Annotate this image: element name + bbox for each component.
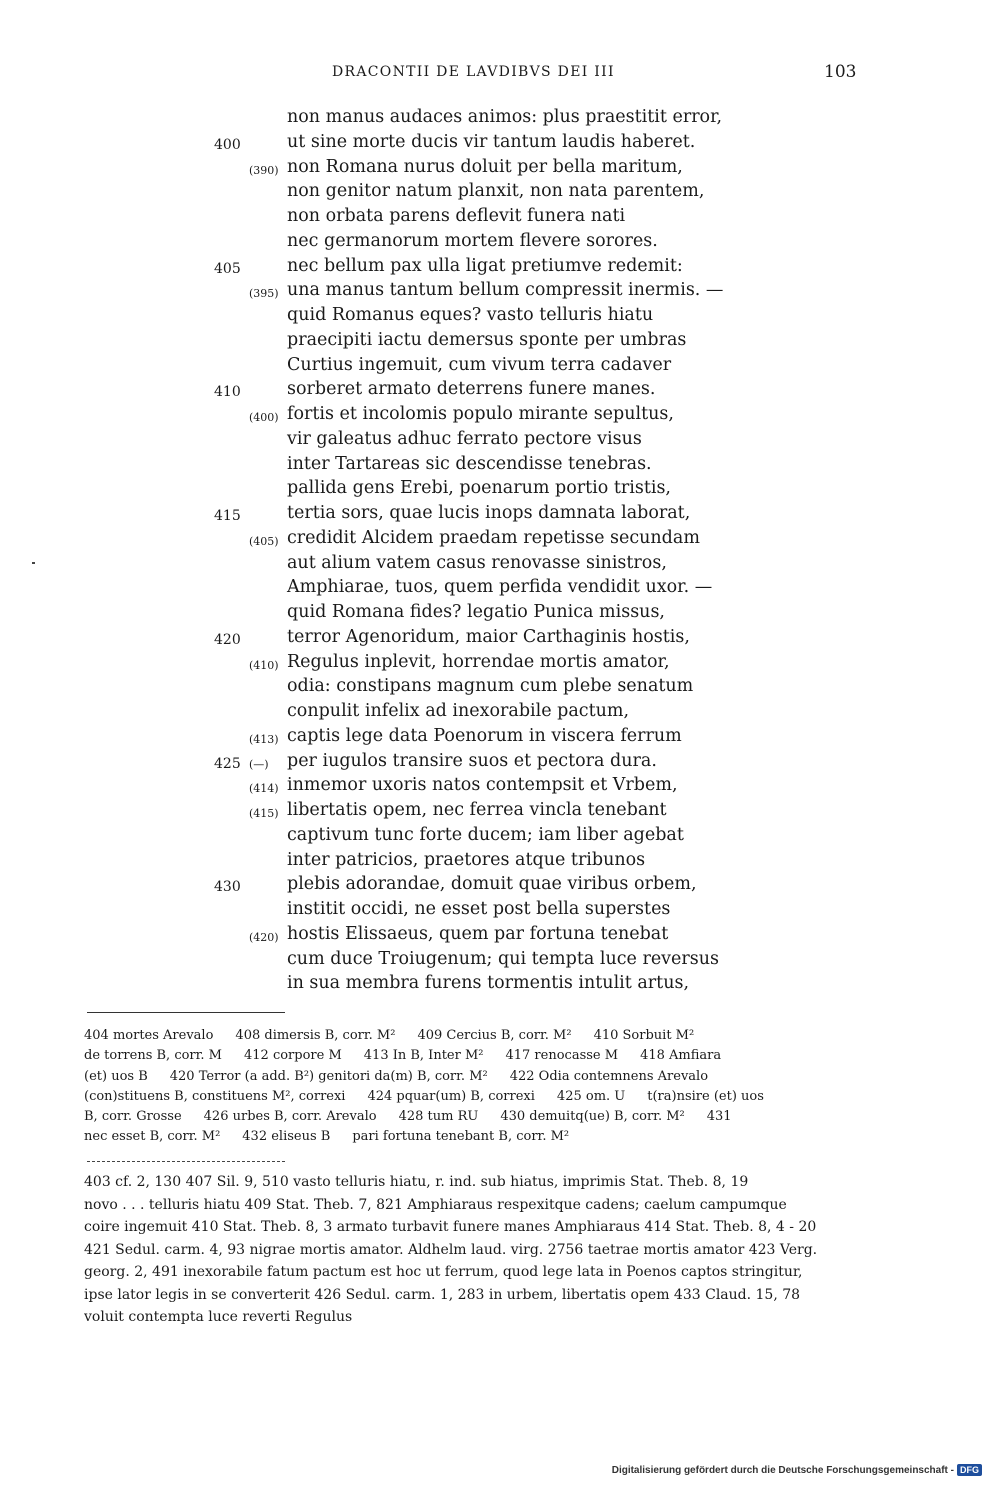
line-number: 425 (214, 755, 241, 772)
verse-line (0, 652, 1000, 677)
verse-text-line: inmemor uxoris natos contempsit et Vrbem, (287, 775, 678, 796)
margin-mark (32, 562, 35, 564)
verse-line (0, 404, 1000, 429)
apparatus-entry: 404 mortes Arevalo (84, 1028, 214, 1043)
testimonia-line: coire ingemuit 410 Stat. Theb. 8, 3 armato turbavit funere manes Amphiaraus 414 Stat. Theb. 8, 4 - 20 (84, 1219, 817, 1235)
verse-line (0, 627, 1000, 652)
testimonia-line: 403 cf. 2, 130 407 Sil. 9, 510 vasto telluris hiatu, r. ind. sub hiatus, imprimis Stat. Theb. 8, 19 (84, 1174, 749, 1190)
verse-text-line: captis lege data Poenorum in viscera ferrum (287, 725, 682, 746)
testimonia-line: novo . . . telluris hiatu 409 Stat. Theb. 7, 821 Amphiaraus respexitque cadens; caelum campumque (84, 1196, 787, 1213)
old-line-number: (400) (249, 411, 279, 424)
verse-line (0, 355, 1000, 380)
verse-line (0, 800, 1000, 825)
verse-line (0, 676, 1000, 701)
apparatus-rule (87, 1012, 285, 1013)
apparatus-row (84, 1089, 880, 1109)
old-line-number: (—) (249, 757, 269, 771)
verse-text-line: non manus audaces animos: plus praestitit error, (287, 107, 723, 127)
verse-text-line: sorberet armato deterrens funere manes. (287, 379, 656, 400)
verse-text-line: quid Romanus eques? vasto telluris hiatu (287, 305, 654, 325)
verse-text-line: credidit Alcidem praedam repetisse secundam (287, 527, 700, 548)
verse-text-line: inter Tartareas sic descendisse tenebras. (287, 453, 652, 474)
verse-text-line: una manus tantum bellum compressit inermis. — (287, 280, 724, 301)
verse-line (0, 602, 1000, 627)
verse-text-line: vir galeatus adhuc ferrato pectore visus (287, 428, 642, 449)
old-line-number: (390) (249, 163, 279, 177)
old-line-number: (420) (249, 930, 279, 944)
verse-line (0, 577, 1000, 602)
verse-text-line: tertia sors, quae lucis inops damnata laborat, (287, 503, 691, 523)
verse-text (0, 107, 1000, 998)
verse-line (0, 973, 1000, 998)
line-number: 430 (214, 879, 241, 896)
apparatus-entry: 431 (706, 1109, 732, 1125)
apparatus-entry: B, corr. Grosse (84, 1109, 182, 1125)
verse-line (0, 157, 1000, 182)
testimonia-line: voluit contempta luce reverti Regulus (84, 1309, 353, 1325)
apparatus-entry: 417 renocasse M (505, 1048, 619, 1064)
verse-text-line: praecipiti iactu demersus sponte per umbras (287, 329, 687, 350)
verse-line (0, 454, 1000, 479)
apparatus-row (84, 1069, 880, 1089)
critical-apparatus (84, 1028, 880, 1150)
verse-line (0, 231, 1000, 256)
old-line-number: (410) (249, 658, 279, 672)
apparatus-entry: (con)stituens B, constituens M², correxi (84, 1088, 346, 1104)
apparatus-entry: 408 dimersis B, corr. M² (235, 1028, 396, 1043)
apparatus-entry: 410 Sorbuit M² (593, 1028, 695, 1043)
apparatus-entry: nec esset B, corr. M² (84, 1129, 221, 1145)
verse-text-line: ut sine morte ducis vir tantum laudis haberet. (287, 131, 696, 152)
verse-line (0, 825, 1000, 850)
verse-text-line: hostis Elissaeus, quem par fortuna tenebat (287, 923, 669, 944)
verse-line (0, 874, 1000, 899)
verse-line (0, 181, 1000, 206)
old-line-number: (414) (249, 782, 279, 796)
verse-text-line: conpulit infelix ad inexorabile pactum, (287, 701, 630, 721)
verse-line (0, 280, 1000, 305)
verse-line (0, 553, 1000, 578)
apparatus-entry: de torrens B, corr. M (84, 1048, 222, 1064)
verse-text-line: non Romana nurus doluit per bella maritum, (287, 156, 683, 177)
testimonia-line: ipse lator legis in se converterit 426 Sedul. carm. 1, 283 in urbem, libertatis opem 433 Claud. 15, 78 (84, 1286, 801, 1303)
verse-text-line: aut alium vatem casus renovasse sinistros, (287, 552, 667, 573)
apparatus-entry: 426 urbes B, corr. Arevalo (203, 1109, 377, 1125)
apparatus-row (84, 1028, 880, 1048)
verse-line (0, 379, 1000, 404)
apparatus-entry: 418 Amfiara (640, 1048, 722, 1064)
verse-line (0, 206, 1000, 231)
verse-text-line: inter patricios, praetores atque tribunos (287, 849, 646, 870)
verse-line (0, 949, 1000, 974)
apparatus-entry: 409 Cercius B, corr. M² (417, 1028, 572, 1043)
verse-text-line: institit occidi, ne esset post bella superstes (287, 899, 671, 919)
apparatus-row (84, 1109, 880, 1129)
apparatus-entry: 424 pquar(um) B, correxi (367, 1088, 535, 1104)
apparatus-entry: 428 tum RU (398, 1109, 479, 1125)
verse-line (0, 330, 1000, 355)
verse-line (0, 701, 1000, 726)
apparatus-entry: 432 eliseus B (242, 1129, 331, 1145)
verse-text-line: Curtius ingemuit, cum vivum terra cadaver (287, 354, 672, 375)
verse-text-line: in sua membra furens tormentis intulit artus, (287, 973, 690, 994)
verse-line (0, 751, 1000, 776)
verse-text-line: nec bellum pax ulla ligat pretiumve redemit: (287, 255, 683, 276)
verse-line (0, 132, 1000, 157)
line-number: 405 (214, 260, 241, 277)
apparatus-entry: 422 Odia contemnens Arevalo (509, 1068, 709, 1084)
testimonia-line: georg. 2, 491 inexorabile fatum pactum est hoc ut ferrum, quod lege lata in Poenos captos stringitur, (84, 1264, 803, 1280)
running-title: DRACONTII DE LAVDIBVS DEI III (332, 64, 615, 80)
verse-line (0, 429, 1000, 454)
footer-text: Digitalisierung gefördert durch die Deutsche Forschungsgemeinschaft - (611, 1464, 954, 1476)
page-number: 103 (824, 62, 857, 82)
testimonia (84, 1174, 880, 1332)
old-line-number: (413) (249, 732, 279, 746)
verse-line (0, 726, 1000, 751)
verse-text-line: pallida gens Erebi, poenarum portio tristis, (287, 478, 671, 499)
apparatus-entry: 412 corpore M (244, 1048, 342, 1064)
verse-text-line: Regulus inplevit, horrendae mortis amator, (287, 651, 670, 672)
testimonia-rule (87, 1161, 285, 1162)
verse-text-line: cum duce Troiugenum; qui tempta luce reversus (287, 948, 720, 969)
apparatus-row (84, 1129, 880, 1149)
verse-line (0, 924, 1000, 949)
verse-text-line: Amphiarae, tuos, quem perfida vendidit uxor. — (287, 577, 713, 598)
verse-text-line: nec germanorum mortem flevere sorores. (287, 230, 658, 251)
apparatus-entry: 425 om. U (556, 1088, 626, 1104)
apparatus-entry: 430 demuitq(ue) B, corr. M² (500, 1109, 685, 1125)
line-number: 410 (214, 384, 241, 401)
old-line-number: (395) (249, 287, 279, 301)
apparatus-entry: pari fortuna tenebant B, corr. M² (352, 1129, 570, 1145)
verse-text-line: odia: constipans magnum cum plebe senatum (287, 676, 694, 697)
testimonia-line: 421 Sedul. carm. 4, 93 nigrae mortis amator. Aldhelm laud. virg. 2756 taetrae mortis amator 423 Verg. (84, 1241, 818, 1258)
verse-text-line: captivum tunc forte ducem; iam liber agebat (287, 824, 684, 845)
verse-text-line: non genitor natum planxit, non nata parentem, (287, 181, 705, 202)
verse-line (0, 478, 1000, 503)
verse-line (0, 305, 1000, 330)
apparatus-entry: 420 Terror (a add. B²) genitori da(m) B, corr. M² (169, 1068, 488, 1084)
verse-text-line: fortis et incolomis populo mirante sepultus, (287, 404, 674, 424)
funding-footer (612, 1463, 982, 1477)
line-number: 400 (214, 136, 241, 153)
verse-line (0, 107, 1000, 132)
line-number: 415 (214, 508, 241, 524)
verse-text-line: per iugulos transire suos et pectora dura. (287, 750, 657, 771)
verse-text-line: non orbata parens deflevit funera nati (287, 206, 626, 226)
verse-text-line: terror Agenoridum, maior Carthaginis hostis, (287, 626, 690, 647)
verse-line (0, 528, 1000, 553)
verse-line (0, 850, 1000, 875)
verse-text-line: libertatis opem, nec ferrea vincla tenebant (287, 800, 667, 820)
apparatus-row (84, 1048, 880, 1068)
running-header (0, 64, 1000, 88)
apparatus-entry: (et) uos B (84, 1068, 148, 1084)
verse-line (0, 256, 1000, 281)
verse-line (0, 899, 1000, 924)
dfg-logo: DFG (957, 1464, 982, 1476)
verse-line (0, 503, 1000, 528)
verse-line (0, 775, 1000, 800)
old-line-number: (415) (249, 807, 279, 820)
apparatus-entry: 413 In B, Inter M² (363, 1048, 484, 1064)
apparatus-entry: t(ra)nsire (et) uos (647, 1088, 764, 1104)
line-number: 420 (214, 631, 241, 648)
old-line-number: (405) (249, 534, 279, 548)
verse-text-line: quid Romana fides? legatio Punica missus, (287, 602, 665, 622)
verse-text-line: plebis adorandae, domuit quae viribus orbem, (287, 874, 697, 895)
